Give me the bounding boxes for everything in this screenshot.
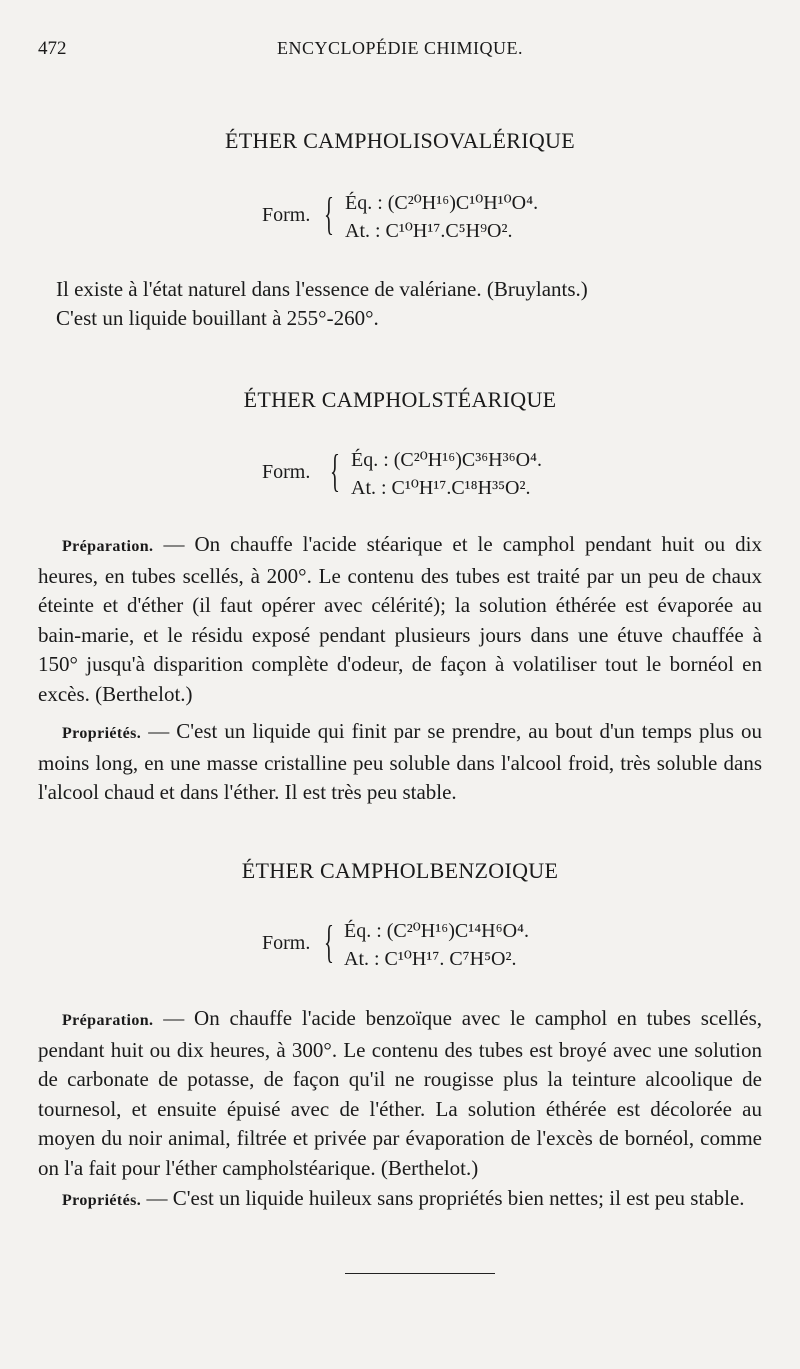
page-number: 472 bbox=[38, 38, 67, 59]
running-title: ENCYCLOPÉDIE CHIMIQUE. bbox=[277, 38, 523, 58]
text-line: C'est un liquide bouillant à 255°-260°. bbox=[56, 306, 379, 330]
properties-label: Propriétés. bbox=[62, 1192, 142, 1209]
brace-glyph: { bbox=[324, 916, 334, 967]
formula-at: At. : C¹⁰H¹⁷.C¹⁸H³⁵O². bbox=[351, 477, 531, 499]
formula-block bbox=[262, 447, 582, 503]
brace-glyph: { bbox=[324, 188, 334, 239]
formula-eq: Éq. : (C²⁰H¹⁶)C¹⁴H⁶O⁴. bbox=[344, 920, 529, 942]
section-title-campholisovalerique: ÉTHER CAMPHOLISOVALÉRIQUE bbox=[225, 128, 575, 153]
properties-text: — C'est un liquide huileux sans propriétés bien nettes; il est peu stable. bbox=[141, 1186, 745, 1210]
preparation-paragraph bbox=[38, 530, 762, 709]
preparation-label: Préparation. bbox=[62, 538, 154, 555]
form-label: Form. bbox=[262, 204, 311, 226]
formula-at: At. : C¹⁰H¹⁷.C⁵H⁹O². bbox=[345, 220, 513, 242]
brace-glyph: { bbox=[330, 445, 340, 496]
properties-paragraph bbox=[38, 717, 762, 808]
end-rule bbox=[345, 1273, 495, 1274]
preparation-label: Préparation. bbox=[62, 1012, 154, 1029]
preparation-text: — On chauffe l'acide benzoïque avec le camphol en tubes scellés, pendant huit ou dix heures, à 300°. Le contenu des tubes est broyé avec une solution de carbonate de potasse, de façon qu'il ne rougisse plus la teinture alcoolique de tournesol, et ensuite épuisé avec de l'éther. La solution éthérée est décolorée au moyen du noir animal, filtrée et privée par évaporation de l'excès de bornéol, comme on l'a fait pour l'éther campholstéarique. (Berthelot.) bbox=[38, 1006, 762, 1180]
properties-label: Propriétés. bbox=[62, 725, 142, 742]
form-label: Form. bbox=[262, 461, 311, 483]
form-label: Form. bbox=[262, 932, 311, 954]
preparation-text: — On chauffe l'acide stéarique et le camphol pendant huit ou dix heures, en tubes scellés, à 200°. Le contenu des tubes est traité par un peu de chaux éteinte et d'éther (il faut opérer avec célérité); la solution éthérée est évaporée au bain-marie, et le résidu exposé pendant plusieurs jours dans une étuve chauffée à 150° jusqu'à disparition complète d'odeur, de façon à volatiliser tout le bornéol en excès. (Berthelot.) bbox=[38, 532, 762, 706]
formula-block bbox=[262, 190, 582, 246]
properties-text: — C'est un liquide qui finit par se prendre, au bout d'un temps plus ou moins long, en une masse cristalline peu soluble dans l'alcool froid, très soluble dans l'alcool chaud et dans l'éther. Il est très peu stable. bbox=[38, 719, 762, 804]
formula-at: At. : C¹⁰H¹⁷. C⁷H⁵O². bbox=[344, 948, 517, 970]
formula-eq: Éq. : (C²⁰H¹⁶)C³⁶H³⁶O⁴. bbox=[351, 449, 542, 471]
page-header bbox=[38, 38, 762, 68]
text-line: Il existe à l'état naturel dans l'essence de valériane. (Bruylants.) bbox=[56, 277, 588, 301]
section-title-campholstearique: ÉTHER CAMPHOLSTÉARIQUE bbox=[243, 387, 557, 412]
preparation-paragraph bbox=[38, 1004, 762, 1183]
formula-block bbox=[262, 918, 582, 974]
formula-eq: Éq. : (C²⁰H¹⁶)C¹⁰H¹⁰O⁴. bbox=[345, 192, 539, 214]
section-title-campholbenzoique: ÉTHER CAMPHOLBENZOIQUE bbox=[241, 858, 559, 883]
properties-paragraph bbox=[38, 1184, 762, 1216]
